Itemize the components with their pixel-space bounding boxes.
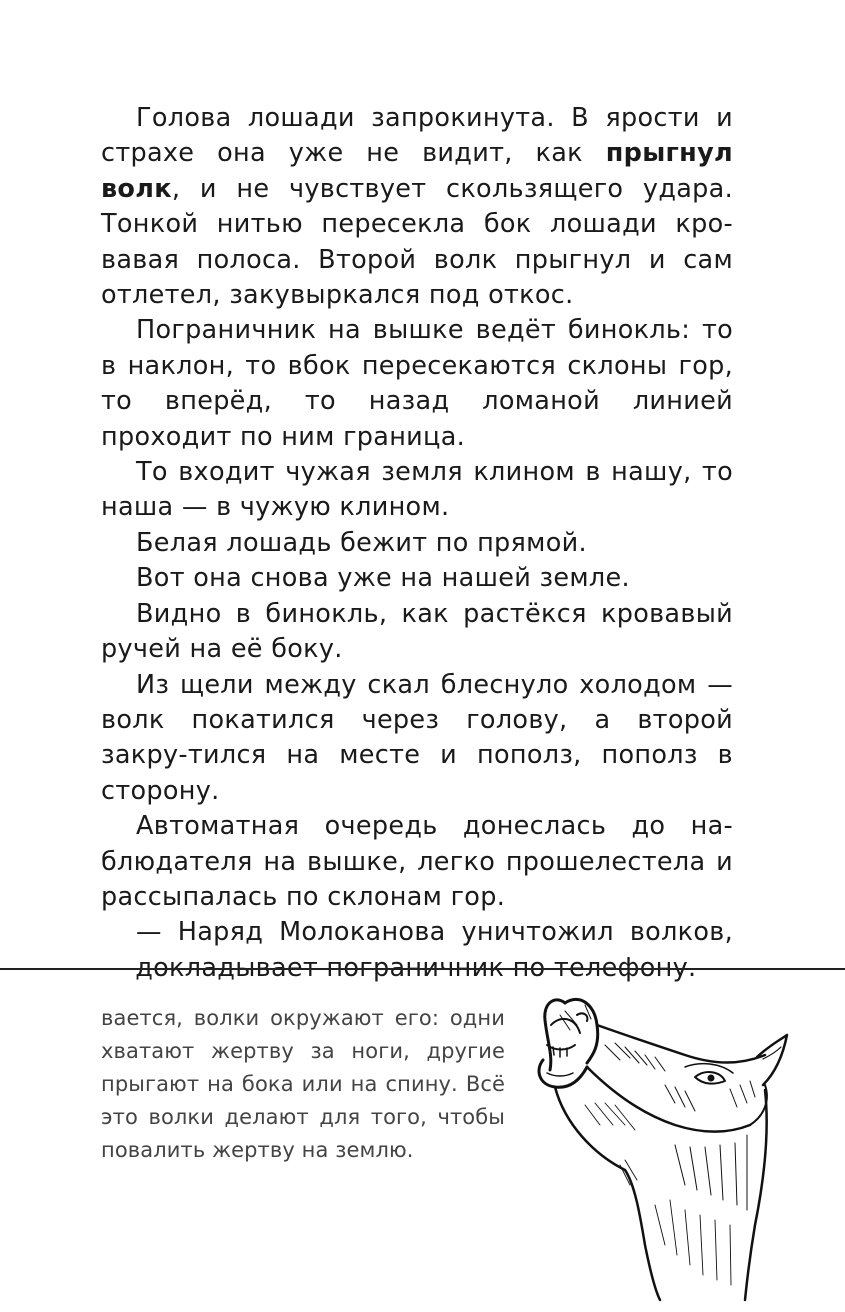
- note-text: [101, 1002, 505, 1167]
- main-text: [101, 101, 733, 986]
- section-divider: [0, 968, 845, 970]
- bold-phrase: прыгнул волк: [101, 138, 733, 204]
- paragraph-5: Вот она снова уже на нашей земле.: [136, 563, 630, 594]
- horse-head-icon: [525, 985, 790, 1303]
- paragraph-4: Белая лошадь бежит по прямой.: [136, 527, 587, 558]
- paragraph-1-lead: Голова лошади запрокинута. В ярости и страхе она уже не видит, как: [101, 103, 733, 169]
- paragraph-6: Видно в бинокль, как растёкся кровавый ручей на её боку.: [101, 598, 733, 665]
- paragraph-3: То входит чужая земля клином в нашу, то наша — в чужую клином.: [101, 457, 733, 523]
- paragraph-2: Пограничник на вышке ведёт бинокль: то в наклон, то вбок пересекаются склоны гор, то вперёд, то назад ломаной линией проходит по ним граница.: [101, 315, 733, 452]
- note-paragraph: вается, волки окружают его: одни хватают жертву за ноги, другие прыгают на бока или на спину. Всё это волки делают для того, чтобы повалить жертву на землю.: [101, 1006, 505, 1162]
- paragraph-8: Автоматная очередь донеслась до на-блюдателя на вышке, легко прошелестела и рассыпалась по склонам гор.: [101, 811, 733, 912]
- paragraph-1-tail: , и не чувствует скользящего удара. Тонкой нитью пересекла бок лошади кро-вавая полоса. Второй волк прыгнул и сам отлетел, закувыркался под откос.: [101, 173, 733, 311]
- paragraph-7: Из щели между скал блеснуло холодом — волк покатился через голову, а второй закру-тился на месте и пополз, пополз в сторону.: [101, 669, 733, 806]
- paragraph-9: — Наряд Молоканова уничтожил волков, — докладывает пограничник по телефону.: [101, 917, 733, 983]
- paragraph-1: [101, 101, 733, 313]
